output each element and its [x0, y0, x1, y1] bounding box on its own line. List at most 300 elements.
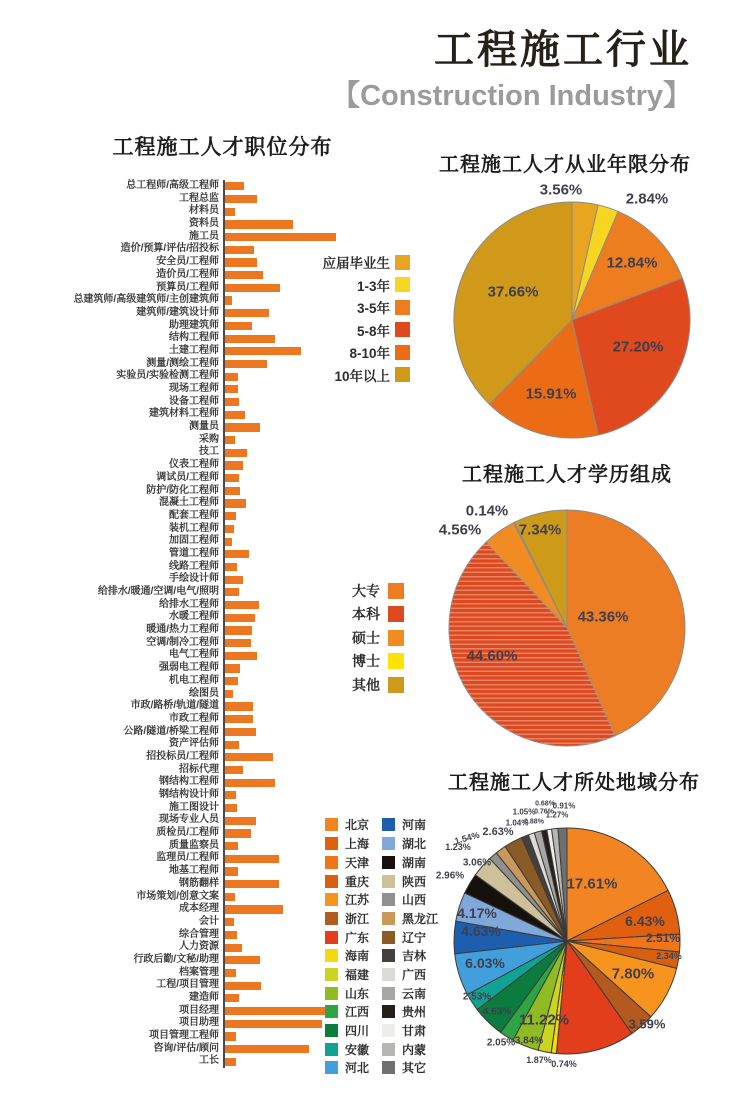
- bar-label: 助理建筑师: [169, 319, 219, 331]
- bar-track: [223, 1055, 236, 1068]
- legend-swatch: [325, 1005, 338, 1018]
- bar-row: [0, 903, 336, 916]
- bar-label: 总工程师/高级工程师: [126, 180, 219, 191]
- bar: [225, 880, 279, 888]
- legend-swatch: [382, 931, 395, 944]
- bar-row: [0, 510, 336, 523]
- bar: [225, 626, 252, 634]
- bar-row: [0, 967, 336, 980]
- bar-label: 工程/项目管理: [156, 979, 219, 991]
- bar: [225, 195, 257, 203]
- legend-label: 北京: [345, 818, 370, 833]
- bar: [225, 258, 257, 266]
- bar-label: 公路/隧道/桥梁工程师: [123, 725, 219, 737]
- bar-label: 现场工程师: [169, 383, 219, 394]
- legend-swatch: [325, 912, 338, 925]
- bar-track: [223, 523, 234, 536]
- bar-label: 给排水工程师: [159, 598, 219, 610]
- bar-chart-title: 工程施工人才职位分布: [112, 136, 333, 159]
- legend-item: [325, 890, 369, 909]
- legend-swatch: [382, 968, 395, 981]
- bar: [225, 715, 253, 723]
- bar-row: [0, 637, 336, 650]
- legend-label: 10年以上: [334, 368, 390, 384]
- pie-value-label-region: 2.51%: [645, 931, 681, 945]
- bar: [225, 296, 232, 304]
- bar: [225, 918, 234, 926]
- bar-track: [223, 421, 260, 434]
- bar-row: [0, 852, 336, 865]
- bar: [225, 284, 280, 292]
- bar: [225, 576, 243, 584]
- bar-label: 咨询/评估/顾问: [153, 1042, 219, 1054]
- bar: [225, 436, 235, 444]
- bar-row: [0, 738, 336, 751]
- bar: [225, 309, 269, 317]
- bar-label: 现场专业人员: [159, 814, 219, 826]
- bar: [225, 791, 236, 799]
- pie-value-label-region: 4.63%: [482, 1006, 512, 1018]
- bar-row: [0, 649, 336, 662]
- bar-track: [223, 992, 239, 1005]
- bar-row: [0, 916, 336, 929]
- legend-item: [325, 946, 369, 965]
- legend-label: 5-8年: [356, 323, 390, 339]
- bar-row: [0, 802, 336, 815]
- bar: [225, 525, 234, 533]
- bar-label: 项目管理工程师: [149, 1030, 219, 1042]
- legend-item: [300, 603, 404, 627]
- page-title: 工程施工行业: [434, 28, 692, 72]
- legend-swatch: [325, 1043, 338, 1056]
- bar-label: 行政后勤/文秘/助理: [133, 953, 219, 965]
- legend-label: 大专: [352, 582, 380, 599]
- bar-label: 材料员: [189, 205, 219, 217]
- legend-label: 山西: [402, 893, 427, 908]
- legend-swatch: [382, 837, 395, 850]
- bar-label: 强弱电工程师: [159, 662, 219, 674]
- bar: [225, 614, 255, 622]
- bar-row: [0, 1017, 336, 1030]
- legend-item: [382, 1002, 438, 1021]
- bar: [225, 982, 261, 990]
- bar-track: [223, 611, 255, 624]
- pie-value-label-region: 0.91%: [552, 801, 576, 811]
- legend-swatch: [325, 987, 338, 1000]
- pie-value-label-region: 0.76%: [534, 808, 554, 816]
- pie-value-label-region: 6.43%: [625, 913, 665, 929]
- legend-item: [382, 872, 438, 891]
- bar: [225, 994, 239, 1002]
- pie-value-label-experience: 37.66%: [487, 283, 539, 301]
- bar-label: 采购: [199, 433, 219, 445]
- bar-row: [0, 472, 336, 485]
- bar: [225, 512, 236, 520]
- bar-label: 质量监察员: [169, 839, 219, 851]
- bar-track: [223, 967, 236, 980]
- bar-label: 土建工程师: [169, 344, 219, 356]
- bar-row: [0, 396, 336, 409]
- bar-track: [223, 446, 247, 459]
- bar-track: [223, 307, 269, 320]
- bar: [225, 639, 251, 647]
- legend-label: 贵州: [402, 1005, 427, 1020]
- legend-item: [325, 928, 369, 947]
- bar-row: [0, 764, 336, 777]
- bar-label: 施工图设计: [169, 801, 219, 813]
- bar-label: 钢结构工程师: [159, 776, 219, 788]
- bar-track: [223, 218, 293, 231]
- bar: [225, 411, 245, 419]
- bar-row: [0, 979, 336, 992]
- bar: [225, 360, 267, 368]
- bar-row: [0, 548, 336, 561]
- bar-label: 防护/防化工程师: [146, 484, 219, 496]
- bar-track: [223, 561, 237, 574]
- bar-track: [223, 675, 238, 688]
- pie-value-label-region: 0.74%: [551, 1059, 577, 1069]
- bar-track: [223, 193, 257, 206]
- bar-label: 钢筋翻样: [179, 877, 219, 889]
- legend-swatch: [382, 1061, 395, 1074]
- bar-label: 钢结构设计师: [159, 789, 219, 800]
- bar: [225, 588, 239, 596]
- bar-row: [0, 231, 336, 244]
- bar: [225, 753, 273, 761]
- legend-label: 其他: [352, 676, 380, 693]
- pie-value-label-region: 1.04%: [505, 818, 529, 828]
- bar: [225, 969, 236, 977]
- legend-swatch: [382, 987, 395, 1000]
- bar: [225, 550, 249, 558]
- bar-label: 项目助理: [179, 1017, 219, 1029]
- bar-label: 资产评估师: [169, 738, 219, 750]
- bar-track: [223, 688, 233, 701]
- legend-item: [382, 946, 438, 965]
- bar: [225, 817, 256, 825]
- bar-row: [0, 193, 336, 206]
- bar-label: 机电工程师: [169, 674, 219, 686]
- bar-label: 混凝土工程师: [159, 497, 219, 509]
- bar-label: 给排水/暖通/空调/电气/照明: [97, 586, 219, 597]
- bar-row: [0, 751, 336, 764]
- legend-item: [382, 965, 438, 984]
- bar-row: [0, 1030, 336, 1043]
- bar-label: 绘图员: [189, 687, 219, 699]
- legend-item: [382, 909, 438, 928]
- bar-row: [0, 497, 336, 510]
- pie-value-label-region: 17.61%: [566, 875, 618, 893]
- pie-value-label-region: 1.23%: [445, 842, 471, 852]
- bar-track: [223, 954, 260, 967]
- bar-track: [223, 751, 273, 764]
- experience-legend: [280, 251, 410, 386]
- legend-item: [325, 1021, 369, 1040]
- legend-swatch: [325, 968, 338, 981]
- bar-label: 市政工程师: [169, 712, 219, 724]
- experience-pie-title: 工程施工人才从业年限分布: [439, 154, 691, 176]
- legend-swatch: [395, 300, 410, 315]
- bar-label: 线路工程师: [169, 560, 219, 572]
- legend-label: 博士: [352, 653, 380, 670]
- bar-track: [223, 294, 232, 307]
- bar-row: [0, 611, 336, 624]
- bar-row: [0, 941, 336, 954]
- bar-track: [223, 269, 263, 282]
- legend-swatch: [382, 856, 395, 869]
- page-header: [331, 28, 692, 114]
- legend-item: [325, 965, 369, 984]
- bar-label: 施工员: [189, 230, 219, 242]
- bar-label: 空调/制冷工程师: [146, 636, 219, 648]
- bar-track: [223, 903, 283, 916]
- bar-row: [0, 599, 336, 612]
- region-pie-title: 工程施工人才所处地域分布: [448, 772, 700, 794]
- pie-value-label-education: 7.34%: [518, 521, 562, 539]
- bar: [225, 499, 246, 507]
- pie-value-label-region: 3.59%: [628, 1016, 666, 1032]
- legend-item: [325, 1002, 369, 1021]
- bar-row: [0, 865, 336, 878]
- bar-label: 手绘设计师: [169, 573, 219, 585]
- legend-swatch: [325, 893, 338, 906]
- legend-item: [382, 984, 438, 1003]
- legend-item: [325, 1040, 369, 1059]
- bar-track: [223, 485, 240, 498]
- legend-swatch: [388, 606, 404, 622]
- legend-label: 福建: [345, 967, 370, 982]
- bar-row: [0, 573, 336, 586]
- pie-value-label-region: 2.53%: [462, 991, 492, 1003]
- bar: [225, 538, 232, 546]
- bar-row: [0, 561, 336, 574]
- legend-label: 吉林: [402, 949, 427, 964]
- bar-label: 人力资源: [179, 941, 219, 953]
- pie-value-label-education: 44.60%: [466, 647, 518, 665]
- legend-item: [280, 341, 410, 364]
- bar-track: [223, 700, 253, 713]
- bar-track: [223, 459, 243, 472]
- bar-track: [223, 649, 257, 662]
- bar-track: [223, 332, 275, 345]
- pie-value-label-region: 1.54%: [453, 829, 481, 847]
- bar-label: 综合管理: [179, 928, 219, 940]
- bar: [225, 956, 260, 964]
- legend-item: [382, 928, 438, 947]
- bar-row: [0, 1055, 336, 1068]
- bar-row: [0, 675, 336, 688]
- bar-track: [223, 1017, 322, 1030]
- region-legend-col2: [382, 816, 438, 1078]
- bar-track: [223, 497, 246, 510]
- legend-item: [325, 872, 369, 891]
- legend-label: 河南: [402, 818, 427, 833]
- pie-value-label-experience: 15.91%: [525, 385, 577, 403]
- pie-value-label-region: 6.03%: [465, 955, 505, 971]
- bar: [225, 1058, 236, 1066]
- legend-item: [280, 364, 410, 387]
- bar-row: [0, 180, 336, 193]
- bar: [225, 487, 240, 495]
- legend-label: 江西: [345, 1005, 370, 1020]
- legend-label: 海南: [345, 949, 370, 964]
- bar-track: [223, 979, 261, 992]
- bar: [225, 804, 237, 812]
- bar-row: [0, 662, 336, 675]
- experience-pie-chart: [442, 190, 702, 450]
- bar-track: [223, 662, 240, 675]
- legend-swatch: [382, 912, 395, 925]
- legend-swatch: [395, 255, 410, 270]
- bar: [225, 449, 247, 457]
- bar-track: [223, 916, 234, 929]
- legend-label: 甘肃: [402, 1024, 427, 1038]
- legend-label: 重庆: [345, 874, 370, 889]
- bar-label: 调试员/工程师: [156, 471, 219, 483]
- legend-label: 8-10年: [349, 346, 390, 362]
- bar-track: [223, 434, 235, 447]
- bar: [225, 664, 240, 672]
- legend-item: [325, 909, 369, 928]
- legend-label: 本科: [352, 606, 380, 623]
- bar-track: [223, 370, 238, 383]
- pie-value-label-experience: 3.56%: [539, 181, 583, 199]
- pie-value-label-region: 2.63%: [482, 826, 514, 838]
- bar-track: [223, 637, 251, 650]
- legend-item: [325, 984, 369, 1003]
- pie-value-label-region: 4.63%: [461, 923, 501, 939]
- bar: [225, 829, 251, 837]
- pie-value-label-education: 43.36%: [577, 608, 629, 626]
- pie-value-label-region: 11.22%: [518, 1011, 570, 1029]
- pie-value-label-region: 4.17%: [457, 905, 497, 921]
- bar: [225, 423, 260, 431]
- bar-label: 招投标员/工程师: [146, 750, 219, 762]
- legend-label: 浙江: [345, 911, 370, 926]
- legend-item: [382, 1021, 438, 1040]
- bar-label: 设备工程师: [169, 395, 219, 407]
- bar: [225, 944, 242, 952]
- legend-label: 江苏: [345, 893, 370, 908]
- bar: [225, 563, 237, 571]
- bar-track: [223, 814, 256, 827]
- bar-label: 测量/测绘工程师: [146, 357, 219, 369]
- legend-item: [325, 816, 369, 835]
- legend-label: 3-5年: [356, 301, 390, 317]
- bar-track: [223, 231, 336, 244]
- legend-label: 陕西: [402, 874, 427, 889]
- bar-track: [223, 535, 232, 548]
- pie-value-label-region: 1.87%: [526, 1055, 552, 1065]
- bar-row: [0, 726, 336, 739]
- pie-value-label-region: 2.05%: [486, 1037, 516, 1049]
- bar-track: [223, 789, 236, 802]
- bar: [225, 779, 275, 787]
- legend-swatch: [382, 1005, 395, 1018]
- bar-row: [0, 827, 336, 840]
- bar-label: 监理员/工程师: [156, 852, 219, 864]
- bar-track: [223, 1030, 236, 1043]
- bar: [225, 702, 253, 710]
- bar-track: [223, 408, 245, 421]
- bar-track: [223, 358, 267, 371]
- pie-value-label-education: 4.56%: [438, 521, 482, 539]
- legend-label: 应届毕业生: [322, 256, 390, 272]
- pie-value-label-experience: 12.84%: [606, 254, 658, 272]
- bar: [225, 398, 239, 406]
- legend-label: 天津: [345, 855, 370, 870]
- bar: [225, 461, 243, 469]
- legend-item: [382, 853, 438, 872]
- bar: [225, 1045, 309, 1053]
- legend-item: [300, 579, 404, 603]
- bar-track: [223, 586, 239, 599]
- bar: [225, 271, 263, 279]
- legend-swatch: [325, 1024, 338, 1037]
- legend-item: [300, 626, 404, 650]
- bar-row: [0, 218, 336, 231]
- education-pie-title: 工程施工人才学历组成: [462, 464, 672, 486]
- legend-swatch: [325, 837, 338, 850]
- legend-item: [325, 853, 369, 872]
- bar: [225, 246, 254, 254]
- pie-value-label-region: 0.68%: [535, 800, 555, 808]
- legend-item: [382, 834, 438, 853]
- legend-swatch: [395, 367, 410, 382]
- bar-row: [0, 878, 336, 891]
- bar-row: [0, 840, 336, 853]
- bar-row: [0, 485, 336, 498]
- legend-item: [325, 1059, 369, 1078]
- legend-item: [382, 1040, 438, 1059]
- bar-track: [223, 472, 239, 485]
- bar-track: [223, 205, 235, 218]
- bar-track: [223, 599, 259, 612]
- pie-value-label-education: 0.14%: [465, 502, 509, 520]
- legend-swatch: [388, 630, 404, 646]
- bar-label: 技工: [199, 446, 219, 458]
- pie-value-label-region: 2.34%: [656, 951, 682, 961]
- legend-swatch: [395, 277, 410, 292]
- legend-item: [300, 650, 404, 674]
- bar-row: [0, 1043, 336, 1056]
- legend-swatch: [382, 893, 395, 906]
- bar: [225, 208, 235, 216]
- bar: [225, 182, 244, 190]
- bar-label: 安全员/工程师: [156, 256, 219, 268]
- bar: [225, 322, 252, 330]
- bar-row: [0, 459, 336, 472]
- legend-label: 广西: [402, 967, 427, 982]
- bar-track: [223, 320, 252, 333]
- bar-row: [0, 535, 336, 548]
- bar-label: 配套工程师: [169, 509, 219, 521]
- bar-track: [223, 282, 280, 295]
- bar-track: [223, 256, 257, 269]
- bar: [225, 677, 238, 685]
- bar-label: 暖通/热力工程师: [146, 624, 219, 636]
- legend-item: [382, 1059, 438, 1078]
- legend-label: 安徽: [345, 1042, 370, 1057]
- bar-track: [223, 738, 239, 751]
- education-legend: [300, 579, 404, 697]
- bar-label: 测量员: [189, 421, 219, 433]
- pie-value-label-region: 3.06%: [462, 857, 492, 869]
- bar-label: 造价/预算/评估/招投标: [120, 243, 219, 255]
- legend-label: 云南: [402, 986, 427, 1001]
- bar-track: [223, 1005, 330, 1018]
- legend-label: 河北: [345, 1061, 370, 1076]
